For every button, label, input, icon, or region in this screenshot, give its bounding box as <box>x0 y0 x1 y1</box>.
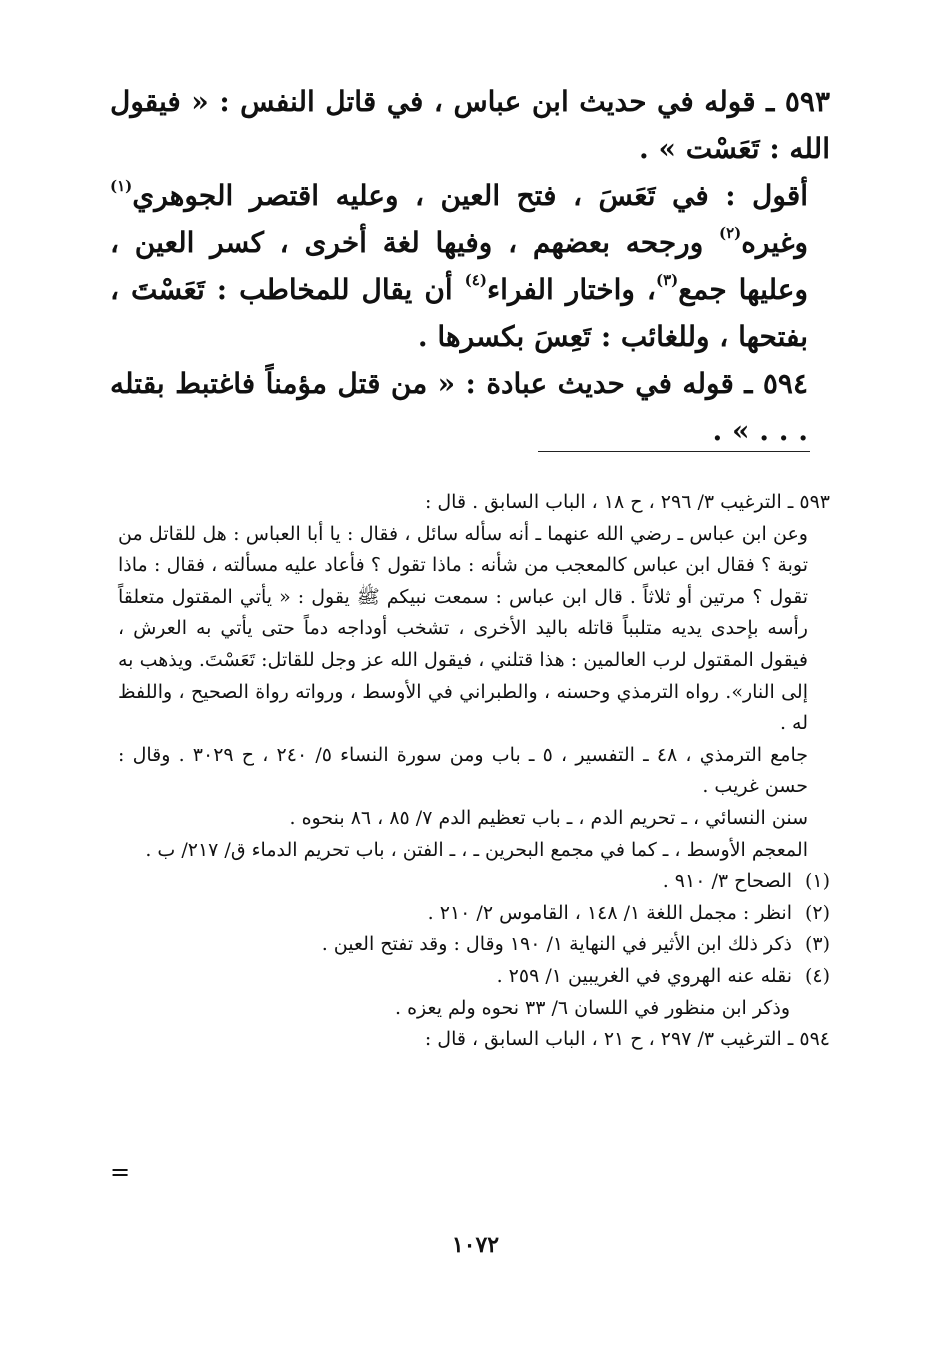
footnote-4-continuation: وذكر ابن منظور في اللسان ٦/ ٣٣ نحوه ولم يعزه . <box>395 996 790 1019</box>
footnote-ref-4: (٤) <box>464 270 487 289</box>
footnote-ref-2: (٢) <box>718 223 742 242</box>
footnote-4 <box>118 961 830 993</box>
footnote-number: (٢) <box>804 901 830 924</box>
footnote-number: (١) <box>804 870 830 893</box>
commentary-text: أقول : في تَعَسَ ، فتح العين ، وعليه اقتصر الجوهري <box>132 179 808 212</box>
footnote-separator <box>538 451 810 452</box>
source-nasai: سنن النسائي ، ـ تحريم الدم ، ـ باب تعظيم الدم ٧/ ٨٥ ، ٨٦ بنحوه . <box>289 806 808 829</box>
notes-section <box>118 487 830 1056</box>
footnote-3 <box>118 929 830 961</box>
footnote-text: نقله عنه الهروي في الغريبين ١/ ٢٥٩ . <box>496 964 792 987</box>
source-tirmidhi: جامع الترمذي ، ٤٨ ـ التفسير ، ٥ ـ باب ومن سورة النساء ٥/ ٢٤٠ ، ح ٣٠٢٩ . وقال : حسن غريب . <box>118 743 808 798</box>
footnote-2 <box>118 898 830 930</box>
footnote-number: (٤) <box>804 964 830 987</box>
source-awsat: المعجم الأوسط ، ـ كما في مجمع البحرين ـ ، ـ الفتن ، باب تحريم الدماء ق/ ٢١٧/ ب . <box>145 838 808 861</box>
entry-594: ٥٩٤ ـ قوله في حديث عبادة : « من قتل مؤمناً فاغتبط بقتله . . . » . <box>110 367 808 447</box>
main-text <box>110 78 830 454</box>
footnote-text: ذكر ذلك ابن الأثير في النهاية ١/ ١٩٠ وقال : وقد تفتح العين . <box>321 933 792 956</box>
footnote-ref-1: (١) <box>110 176 133 195</box>
page-number: ١٠٧٢ <box>451 1232 500 1258</box>
continuation-mark: = <box>110 1158 131 1186</box>
footnote-1 <box>118 866 830 898</box>
footnote-ref-3: (٣) <box>655 270 679 289</box>
source-593: ٥٩٣ ـ الترغيب ٣/ ٢٩٦ ، ح ١٨ ، الباب السابق . قال : <box>424 491 830 513</box>
commentary-text: أن يقال للمخاطب : تَعَسْتَ ، بفتحها ، وللغائب : تَعِسَ بكسرها . <box>110 273 808 353</box>
footnote-text: الصحاح ٣/ ٩١٠ . <box>662 870 792 893</box>
commentary-text: وغيره <box>741 226 808 259</box>
hadith-quote: وعن ابن عباس ـ رضي الله عنهما ـ أنه سأله سائل ، فقال : يا أبا العباس : هل للقاتل من توبة ؟ فقال ابن عباس كالمعجب من شأنه : ماذا تقول ؟ فأعاد عليه مسألته ، فقال : ماذا تقول ؟ مرتين أو ثلاثاً . قال ابن عباس : سمعت نبيكم ﷺ يقول : « يأتي المقتول متعلقاً رأسه بإحدى يديه متلبباً قاتله باليد الأخرى ، تشخب أوداجه دماً حتى يأتي به العرش ، فيقول المقتول لرب العالمين : هذا قتلني ، فيقول الله عز وجل للقاتل: تَعَسْتَ. ويذهب به إلى النار». رواه الترمذي وحسنه ، والطبراني في الأوسط ، ورواته رواة الصحيح ، واللفظ له . <box>118 522 808 735</box>
entry-593: ٥٩٣ ـ قوله في حديث ابن عباس ، في قاتل النفس : « فيقول الله : تَعَسْت » . <box>110 85 830 165</box>
commentary-text: ورجحه بعضهم ، وفيها لغة أخرى ، كسر العين ، وعليها جمع <box>110 226 809 306</box>
commentary-paragraph <box>110 172 830 360</box>
commentary-text: ، واختار الفراء <box>486 273 656 306</box>
footnote-number: (٣) <box>804 933 830 956</box>
source-594: ٥٩٤ ـ الترغيب ٣/ ٢٩٧ ، ح ٢١ ، الباب السابق ، قال : <box>424 1028 830 1051</box>
footnote-text: انظر : مجمل اللغة ١/ ١٤٨ ، القاموس ٢/ ٢١٠ . <box>427 901 792 924</box>
